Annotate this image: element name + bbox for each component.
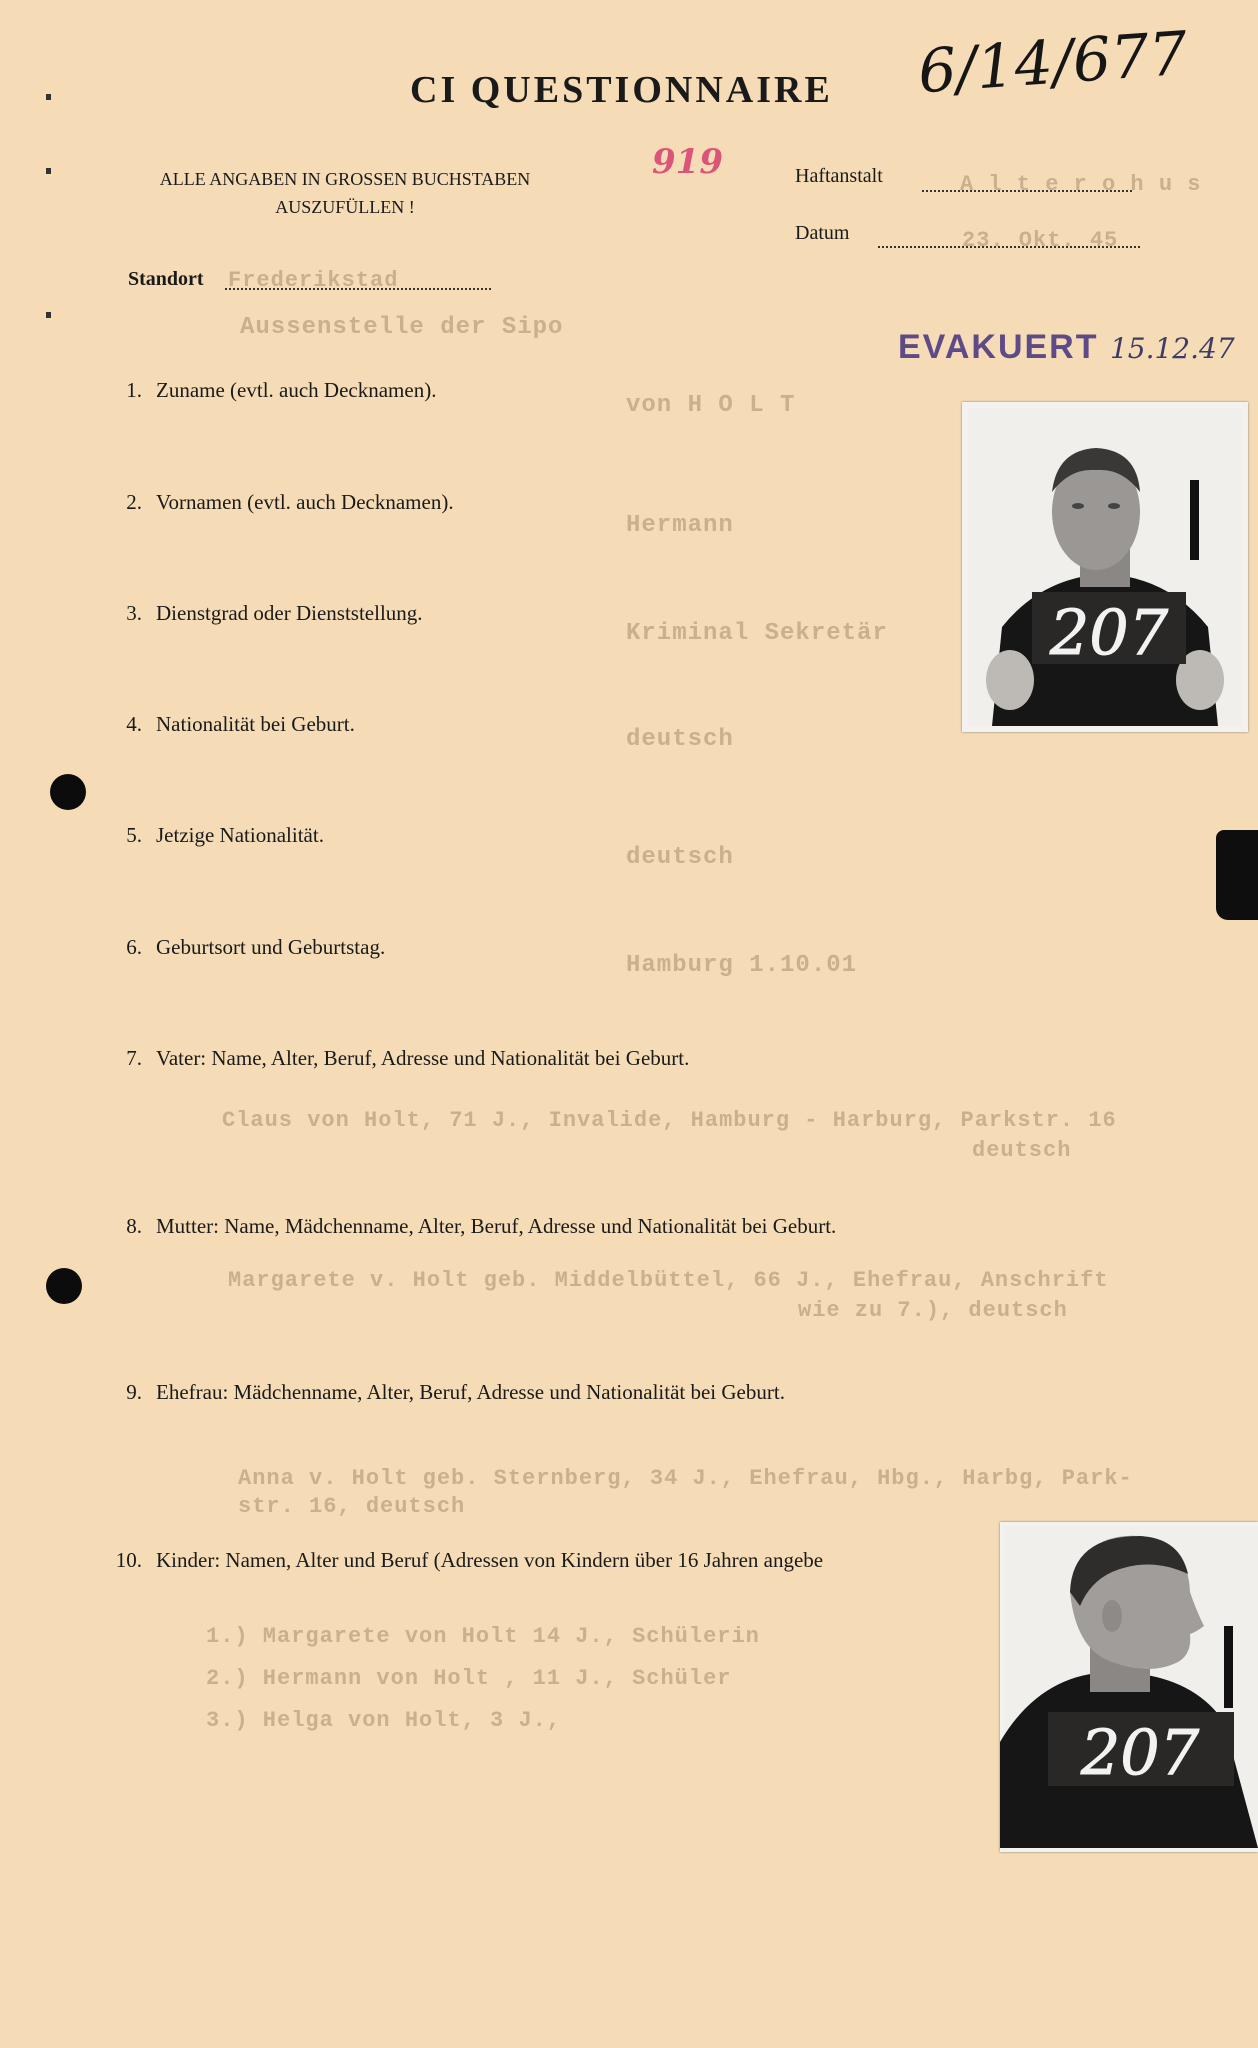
- question-number: 6.: [126, 935, 142, 959]
- torn-edge-mark: [1216, 830, 1258, 920]
- question-number: 2.: [126, 490, 142, 514]
- question-8: [100, 1214, 836, 1239]
- standort-value: Frederikstad: [228, 268, 399, 293]
- question-number: 10.: [115, 1548, 142, 1572]
- question-label: Vornamen (evtl. auch Decknamen).: [156, 490, 454, 514]
- punch-hole-top: [50, 774, 86, 810]
- answer-8-line-1: Margarete v. Holt geb. Middelbüttel, 66 J., Ehefrau, Anschrift: [228, 1268, 1109, 1293]
- question-10: [100, 1548, 1000, 1573]
- answer-7-line-1: Claus von Holt, 71 J., Invalide, Hamburg - Harburg, Parkstr. 16: [222, 1108, 1117, 1133]
- question-2: [100, 490, 454, 515]
- answer-8-line-2: wie zu 7.), deutsch: [798, 1298, 1068, 1323]
- answer-3: Kriminal Sekretär: [626, 620, 888, 647]
- question-label: Geburtsort und Geburtstag.: [156, 935, 386, 959]
- question-label: Nationalität bei Geburt.: [156, 712, 355, 736]
- profile-mugshot-photo: [1000, 1522, 1258, 1852]
- question-3: [100, 601, 423, 626]
- profile-mugshot-image: [1000, 1522, 1258, 1852]
- instruction-line-1: ALLE ANGABEN IN GROSSEN BUCHSTABEN: [159, 169, 531, 189]
- instruction-line-2: AUSZUFÜLLEN !: [275, 197, 415, 217]
- question-5: [100, 823, 324, 848]
- haftanstalt-label: Haftanstalt: [795, 165, 883, 187]
- mugshot-number-front: 207: [1049, 596, 1169, 669]
- question-number: 3.: [126, 601, 142, 625]
- mugshot-number-profile: 207: [1080, 1716, 1200, 1789]
- answer-10-line-3: 3.) Helga von Holt, 3 J.,: [206, 1708, 562, 1733]
- question-label: Jetzige Nationalität.: [156, 823, 324, 847]
- instructions: [125, 165, 565, 221]
- answer-10-line-1: 1.) Margarete von Holt 14 J., Schülerin: [206, 1624, 760, 1649]
- question-number: 7.: [126, 1046, 142, 1070]
- stamp-date: 15.12.47: [1109, 332, 1235, 365]
- datum-value: 23. Okt. 45: [962, 228, 1119, 253]
- question-label: Dienstgrad oder Dienststellung.: [156, 601, 423, 625]
- answer-5: deutsch: [626, 844, 734, 871]
- answer-9-line-1: Anna v. Holt geb. Sternberg, 34 J., Ehefrau, Hbg., Harbg, Park-: [238, 1466, 1133, 1491]
- answer-4: deutsch: [626, 726, 734, 753]
- standort-label: Standort: [128, 268, 204, 290]
- front-mugshot-image: [962, 402, 1248, 732]
- question-number: 1.: [126, 378, 142, 402]
- question-label: Mutter: Name, Mädchenname, Alter, Beruf, Adresse und Nationalität bei Geburt.: [156, 1214, 837, 1238]
- red-handwritten-mark: 919: [652, 142, 723, 182]
- punch-hole-bottom: [46, 1268, 82, 1304]
- question-4: [100, 712, 355, 737]
- question-6: [100, 935, 385, 960]
- margin-mark-2: [46, 168, 51, 174]
- front-mugshot-photo: [962, 402, 1248, 732]
- question-number: 9.: [126, 1380, 142, 1404]
- answer-6: Hamburg 1.10.01: [626, 952, 858, 979]
- answer-7-line-2: deutsch: [972, 1138, 1072, 1163]
- question-number: 5.: [126, 823, 142, 847]
- page-title: CI QUESTIONNAIRE: [410, 69, 833, 111]
- answer-10-line-2: 2.) Hermann von Holt , 11 J., Schüler: [206, 1666, 732, 1691]
- answer-9-line-2: str. 16, deutsch: [238, 1494, 466, 1519]
- question-label: Zuname (evtl. auch Decknamen).: [156, 378, 437, 402]
- answer-2: Hermann: [626, 512, 734, 539]
- answer-1: von H O L T: [626, 392, 796, 419]
- evakuert-stamp: [898, 328, 1235, 367]
- datum-label: Datum: [795, 222, 850, 244]
- question-label: Ehefrau: Mädchenname, Alter, Beruf, Adresse und Nationalität bei Geburt.: [156, 1380, 785, 1404]
- question-1: [100, 378, 436, 403]
- haftanstalt-value: A l t e r o h u s: [960, 172, 1202, 197]
- handwritten-reference: 6/14/677: [915, 18, 1190, 108]
- question-number: 4.: [126, 712, 142, 736]
- question-7: [100, 1046, 689, 1071]
- question-label: Kinder: Namen, Alter und Beruf (Adressen von Kindern über 16 Jahren angebe: [156, 1548, 824, 1572]
- margin-mark-1: [46, 94, 51, 100]
- question-label: Vater: Name, Alter, Beruf, Adresse und Nationalität bei Geburt.: [156, 1046, 690, 1070]
- standort-value-line2: Aussenstelle der Sipo: [240, 314, 564, 341]
- question-number: 8.: [126, 1214, 142, 1238]
- question-9: [100, 1380, 785, 1405]
- margin-mark-3: [46, 312, 51, 318]
- stamp-text: EVAKUERT: [898, 328, 1099, 366]
